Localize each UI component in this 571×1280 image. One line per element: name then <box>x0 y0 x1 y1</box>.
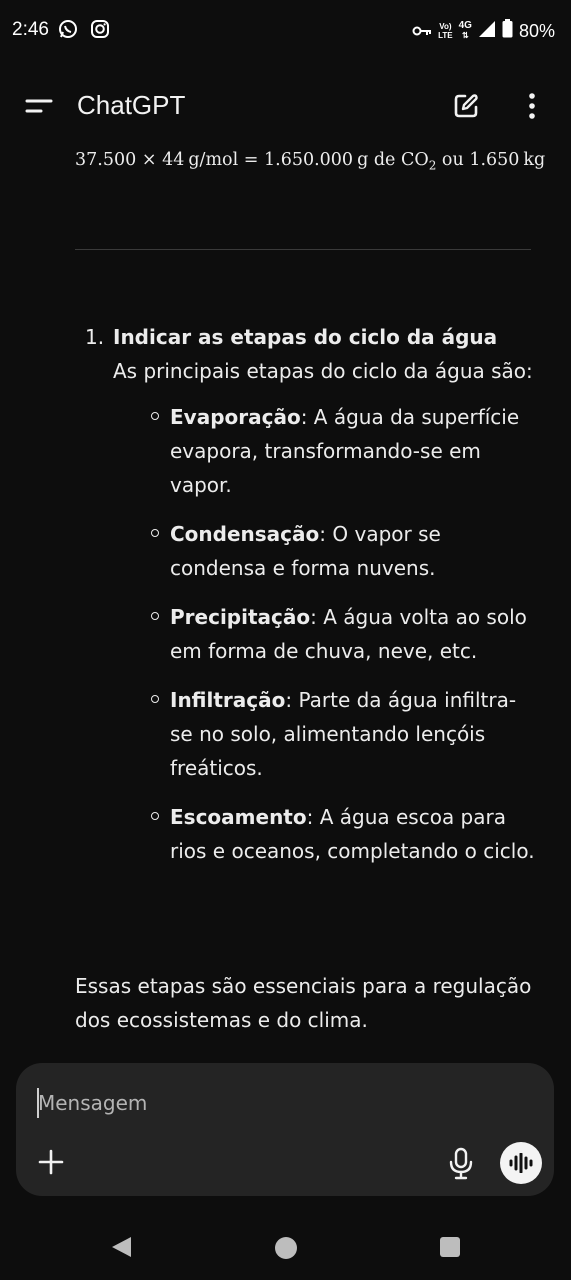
status-bar <box>0 0 571 62</box>
divider <box>75 249 531 250</box>
bullet-icon <box>151 812 159 820</box>
bullet-list <box>141 400 535 868</box>
app-bar <box>0 62 571 150</box>
list-item: Precipitação: A água volta ao solo em forma de chuva, neve, etc. <box>141 600 535 668</box>
list-item: Escoamento: A água escoa para rios e oceanos, completando o ciclo. <box>141 800 535 868</box>
list-item: Condensação: O vapor se condensa e forma nuvens. <box>141 517 535 585</box>
system-nav-bar <box>0 1210 571 1280</box>
battery-percent: 80% <box>518 20 555 41</box>
battery-icon <box>502 19 513 43</box>
status-time: 2:46 <box>12 19 49 40</box>
plus-icon[interactable] <box>36 1147 66 1177</box>
voice-mode-icon[interactable] <box>500 1142 542 1184</box>
section-intro: As principais etapas do ciclo da água são: <box>113 359 533 383</box>
app-title: ChatGPT <box>77 90 186 120</box>
recents-icon[interactable] <box>438 1235 462 1259</box>
key-icon <box>412 21 432 42</box>
list-number: 1. <box>85 325 105 349</box>
status-right <box>412 19 555 43</box>
signal-icon <box>478 20 496 43</box>
bullet-icon <box>151 695 159 703</box>
list-item: Infiltração: Parte da água infiltra-se no solo, alimentando lençóis freáticos. <box>141 683 535 785</box>
instagram-icon <box>90 19 110 43</box>
list-item: Evaporação: A água da superfície evapora, transformando-se em vapor. <box>141 400 535 502</box>
network-type: 4G ⇅ <box>458 20 472 40</box>
new-chat-icon[interactable] <box>450 90 482 122</box>
whatsapp-icon <box>58 19 78 43</box>
message-input[interactable]: Mensagem <box>38 1091 148 1115</box>
formula-line: 37.500 × 44 g/mol = 1.650.000 g de $CO_2$ ou 1.650 kg <box>75 150 546 173</box>
back-icon[interactable] <box>108 1234 134 1260</box>
bullet-icon <box>151 529 159 537</box>
bullet-icon <box>151 412 159 420</box>
section-title: Indicar as etapas do ciclo da água <box>113 325 498 349</box>
mic-icon[interactable] <box>446 1147 476 1181</box>
volte-icon: Vo) LTE <box>438 22 453 40</box>
bullet-icon <box>151 612 159 620</box>
more-vert-icon[interactable] <box>518 90 546 122</box>
closing-paragraph: Essas etapas são essenciais para a regulação dos ecossistemas e do clima. <box>75 974 532 1032</box>
menu-icon[interactable] <box>24 94 54 118</box>
message-composer <box>16 1063 554 1196</box>
ordered-list-item <box>85 320 535 883</box>
home-icon[interactable] <box>272 1234 300 1262</box>
